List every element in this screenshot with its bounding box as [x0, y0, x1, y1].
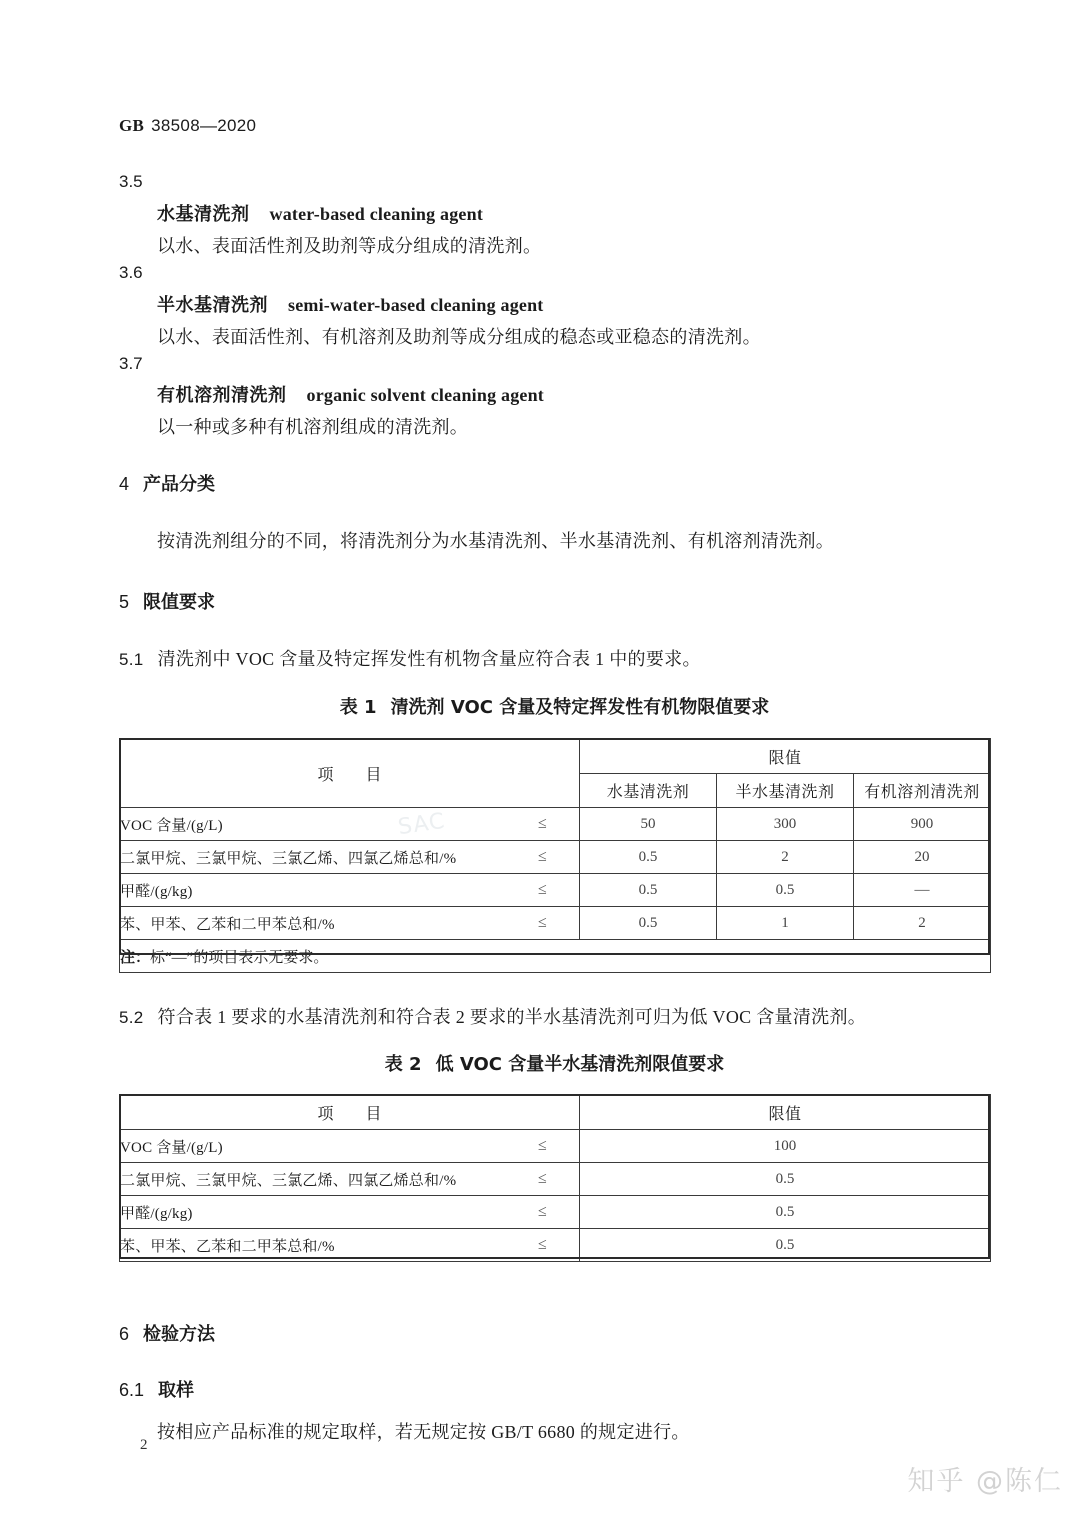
term-chinese-3-5: 水基清洗剂	[157, 204, 250, 225]
table-1-row-2-label: 二氯甲烷、三氯甲烷、三氯乙烯、四氯乙烯总和/%	[120, 850, 457, 867]
table-2	[119, 1094, 991, 1262]
clause-text-5-2: 符合表 1 要求的水基清洗剂和符合表 2 要求的半水基清洗剂可归为低 VOC 含量清洗剂。	[157, 1007, 867, 1027]
table-2-label: 表 2	[384, 1054, 422, 1075]
table-2-row-3-operator: ≤	[538, 1203, 547, 1220]
table-1-row-3-label: 甲醛/(g/kg)	[120, 883, 193, 900]
table-2-row-2-item	[120, 1163, 580, 1196]
term-definition-3-6: 以水、表面活性剂、有机溶剂及助剂等成分组成的稳态或亚稳态的清洗剂。	[157, 327, 761, 347]
table-1-row-2-item	[120, 841, 580, 874]
table-row	[120, 907, 991, 940]
table-row	[120, 1229, 991, 1262]
table-row	[120, 1196, 991, 1229]
table-2-row-2-label: 二氯甲烷、三氯甲烷、三氯乙烯、四氯乙烯总和/%	[120, 1172, 457, 1189]
table-1-row-4-value-3: 2	[854, 907, 991, 940]
section-title-4: 产品分类	[143, 474, 216, 495]
table-1-row-3-value-2: 0.5	[717, 874, 854, 907]
standard-prefix: GB	[119, 116, 145, 135]
table-1-row-1-label: VOC 含量/(g/L)	[120, 817, 223, 834]
clause-5-1	[119, 645, 701, 671]
table-1-row-4-value-1: 0.5	[580, 907, 717, 940]
term-english-3-5: water-based cleaning agent	[269, 204, 484, 224]
table-1-row-2-operator: ≤	[538, 848, 547, 865]
clause-number-5-2: 5.2	[119, 1008, 144, 1027]
table-1-note-row	[120, 940, 991, 973]
table-2-row-1-label: VOC 含量/(g/L)	[120, 1139, 223, 1156]
table-1-header-limit: 限值	[580, 739, 991, 774]
term-chinese-3-7: 有机溶剂清洗剂	[157, 385, 287, 406]
table-1-row-2-value-1: 0.5	[580, 841, 717, 874]
table-1-row-4-value-2: 1	[717, 907, 854, 940]
table-2-caption	[119, 1050, 990, 1076]
table-1-row-3-item	[120, 874, 580, 907]
section-number-6-1: 6.1	[119, 1380, 145, 1400]
term-entry-3-7	[157, 381, 544, 407]
table-1-row-4-label: 苯、甲苯、乙苯和二甲苯总和/%	[120, 916, 335, 933]
clause-number-3-5: 3.5	[119, 172, 143, 191]
table-1-row-1-operator: ≤	[538, 815, 547, 832]
table-2-title: 低 VOC 含量半水基清洗剂限值要求	[435, 1054, 725, 1075]
table-2-header-limit: 限值	[580, 1095, 991, 1130]
term-definition-3-5: 以水、表面活性剂及助剂等成分组成的清洗剂。	[157, 236, 542, 256]
section-heading-5	[119, 588, 215, 614]
running-header	[119, 116, 256, 136]
table-1-header-col-2: 半水基清洗剂	[717, 774, 854, 808]
table-1-row-1-value-3: 900	[854, 808, 991, 841]
table-2-header-item: 项 目	[120, 1095, 580, 1130]
section-title-6-1: 取样	[158, 1380, 195, 1401]
table-1-caption	[119, 693, 990, 719]
standard-number: 38508—2020	[151, 116, 257, 135]
table-1-row-3-value-1: 0.5	[580, 874, 717, 907]
table-2-header-row	[120, 1095, 991, 1130]
clause-number-5-1: 5.1	[119, 650, 144, 669]
table-1-row-2-value-2: 2	[717, 841, 854, 874]
faint-watermark: SAC	[396, 808, 447, 841]
table-2-row-1-operator: ≤	[538, 1137, 547, 1154]
table-row	[120, 841, 991, 874]
section-heading-4	[119, 470, 215, 496]
table-1-row-1-value-1: 50	[580, 808, 717, 841]
term-chinese-3-6: 半水基清洗剂	[157, 295, 268, 316]
clause-text-5-1: 清洗剂中 VOC 含量及特定挥发性有机物含量应符合表 1 中的要求。	[157, 649, 701, 669]
table-1-row-4-item	[120, 907, 580, 940]
section-title-5: 限值要求	[143, 592, 216, 613]
table-1-row-2-value-3: 20	[854, 841, 991, 874]
table-1-row-3-value-3: —	[854, 874, 991, 907]
term-english-3-7: organic solvent cleaning agent	[306, 385, 544, 405]
table-1-note	[120, 940, 991, 973]
table-2-row-4-operator: ≤	[538, 1236, 547, 1253]
term-entry-3-5	[157, 200, 483, 226]
page-number: 2	[140, 1437, 148, 1453]
section-number-6: 6	[119, 1324, 130, 1344]
table-1-row-3-operator: ≤	[538, 881, 547, 898]
table-1-label: 表 1	[339, 697, 377, 718]
clause-5-2	[119, 1003, 866, 1029]
table-row	[120, 874, 991, 907]
table-2-row-3-value: 0.5	[580, 1196, 991, 1229]
clause-number-3-6: 3.6	[119, 263, 143, 282]
table-1-header-row-1	[120, 739, 991, 774]
table-2-row-2-operator: ≤	[538, 1170, 547, 1187]
table-row	[120, 1163, 991, 1196]
section-number-4: 4	[119, 474, 130, 494]
section-4-paragraph: 按清洗剂组分的不同，将清洗剂分为水基清洗剂、半水基清洗剂、有机溶剂清洗剂。	[157, 531, 835, 551]
term-definition-3-7: 以一种或多种有机溶剂组成的清洗剂。	[157, 417, 469, 437]
table-1-title: 清洗剂 VOC 含量及特定挥发性有机物限值要求	[390, 697, 770, 718]
table-row	[120, 808, 991, 841]
table-2-row-3-item	[120, 1196, 580, 1229]
section-heading-6	[119, 1320, 215, 1346]
table-1-row-1-value-2: 300	[717, 808, 854, 841]
table-1-header-col-1: 水基清洗剂	[580, 774, 717, 808]
term-entry-3-6	[157, 291, 544, 317]
table-1-header-col-3: 有机溶剂清洗剂	[854, 774, 991, 808]
term-english-3-6: semi-water-based cleaning agent	[288, 295, 544, 315]
table-1-note-text: 标“—”的项目表示无要求。	[150, 949, 329, 966]
table-1-note-label: 注：	[120, 947, 151, 966]
table-1-row-1-item	[120, 808, 580, 841]
table-2-row-1-value: 100	[580, 1130, 991, 1163]
table-1-header-item: 项 目	[120, 739, 580, 808]
section-heading-6-1	[119, 1376, 194, 1402]
clause-number-3-7: 3.7	[119, 354, 143, 373]
table-1-row-4-operator: ≤	[538, 914, 547, 931]
table-2-row-1-item	[120, 1130, 580, 1163]
section-6-1-paragraph: 按相应产品标准的规定取样，若无规定按 GB/T 6680 的规定进行。	[157, 1422, 690, 1442]
section-number-5: 5	[119, 592, 130, 612]
table-1	[119, 738, 991, 973]
table-2-row-4-value: 0.5	[580, 1229, 991, 1262]
corner-watermark: 知乎 @陈仁	[907, 1466, 1063, 1497]
table-row	[120, 1130, 991, 1163]
table-2-row-2-value: 0.5	[580, 1163, 991, 1196]
table-2-row-3-label: 甲醛/(g/kg)	[120, 1205, 193, 1222]
section-title-6: 检验方法	[143, 1324, 216, 1345]
table-2-row-4-label: 苯、甲苯、乙苯和二甲苯总和/%	[120, 1238, 335, 1255]
table-2-row-4-item	[120, 1229, 580, 1262]
